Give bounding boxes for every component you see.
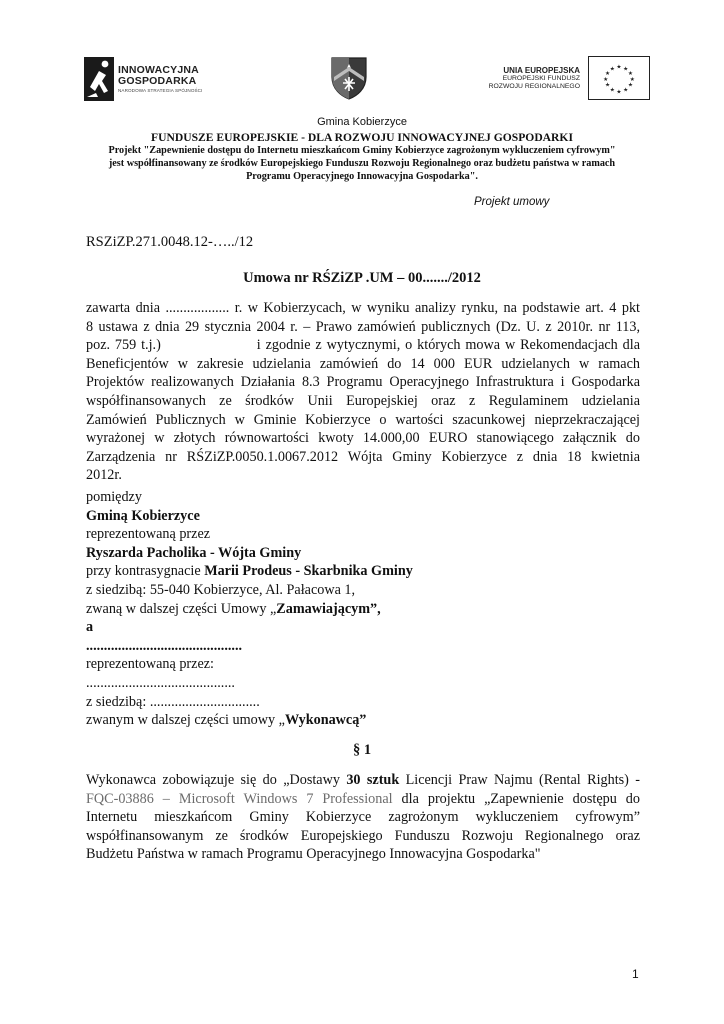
intro-line: zawarta dnia .................. r. w Kobierzycach, w wyniku analizy rynku, na podstawie art. 4 pkt xyxy=(86,300,640,316)
zamawiajacy-role: Zamawiającym”, xyxy=(276,600,381,617)
siedziba2-text: z siedzibą: ............................... xyxy=(86,693,260,710)
kontrasygnata-line xyxy=(86,562,646,581)
gmina-crest-icon xyxy=(329,55,369,101)
intro-line: Zamówień Publicznych w Gminie Kobierzyce o wartości szacunkowej nieprzekraczającej xyxy=(86,411,640,428)
svg-text:★: ★ xyxy=(604,82,611,89)
section-1-heading: § 1 xyxy=(352,742,372,758)
svg-text:★: ★ xyxy=(627,82,634,89)
intro-line: Beneficjentów w zakresie udzielania zamówień do 14 000 EUR udzielanych w ramach xyxy=(86,355,640,372)
svg-text:★: ★ xyxy=(627,71,634,78)
svg-text:★: ★ xyxy=(603,76,609,83)
section-1-text: dla projektu „Zapewnienie dostępu do xyxy=(392,790,640,807)
a-text: a xyxy=(86,619,94,636)
header-line-1: FUNDUSZE EUROPEJSKIE - DLA ROZWOJU INNOWACYJNEJ GOSPODARKI xyxy=(151,131,573,144)
parties-block xyxy=(86,488,646,730)
logo-text-line3: NARODOWA STRATEGIA SPÓJNOŚCI xyxy=(118,87,203,93)
skarbnik-name: Marii Prodeus - Skarbnika Gminy xyxy=(204,563,413,580)
svg-text:★: ★ xyxy=(623,66,629,73)
intro-line: wyrażonej w złotych równowartości kwoty 14.000,00 EURO stanowiącego załącznik do xyxy=(86,430,640,447)
product-code-text: FQC-03886 – Microsoft Windows 7 Professional xyxy=(86,790,393,807)
logo-text-line1: INNOWACYJNA xyxy=(118,63,199,76)
intro-paragraph xyxy=(86,299,640,485)
intro-line: 8 ustawa z dnia 29 stycznia 2004 r. – Prawo zamówień publicznych (Dz. U. z 2010r. nr 113, xyxy=(86,318,640,335)
kontrasygnata-prefix: przy kontrasygnacie xyxy=(86,563,205,580)
wojt-name: Ryszarda Pacholika - Wójta Gminy xyxy=(86,544,302,561)
intro-line: 2012r. xyxy=(86,467,122,484)
header-line-2: Projekt "Zapewnienie dostępu do Internetu mieszkańcom Gminy Kobierzyce zagrożonym wykluczeniem cyfrowym" xyxy=(108,145,616,156)
svg-text:★: ★ xyxy=(609,87,615,94)
header-line-4: Programu Operacyjnego Innowacyjna Gospodarka". xyxy=(246,171,478,182)
svg-text:★: ★ xyxy=(604,71,611,78)
innowacyjna-gospodarka-logo xyxy=(84,56,204,102)
section-1-line: współfinansowanym ze środków Europejskiego Funduszu Rozwoju Regionalnego oraz xyxy=(86,827,640,844)
reprezentowana2-text: reprezentowaną przez: xyxy=(86,656,214,673)
svg-text:★: ★ xyxy=(616,64,622,71)
projekt-umowy-label: Projekt umowy xyxy=(474,196,550,208)
intro-line-part: i zgodnie z wytycznymi, o których mowa w Rekomendacjach dla xyxy=(256,337,640,354)
section-1-text: Licencji Praw Najmu (Rental Rights) - xyxy=(399,772,640,788)
section-1-paragraph xyxy=(86,771,640,864)
ue-text-line3: ROZWOJU REGIONALNEGO xyxy=(488,82,580,90)
intro-line: Projektów realizowanych Działania 8.3 Programu Operacyjnego Infrastruktura i Gospodarka xyxy=(86,374,640,391)
header-gmina: Gmina Kobierzyce xyxy=(317,116,407,128)
zwanym-prefix: zwanym w dalszej części umowy „ xyxy=(86,712,285,729)
unia-europejska-logo xyxy=(478,55,653,101)
ue-text-line2: EUROPEJSKI FUNDUSZ xyxy=(502,74,580,82)
svg-text:★: ★ xyxy=(629,76,635,83)
intro-line: współfinansowanych ze środków Unii Europejskiej oraz z Regulaminem udzielania xyxy=(86,392,640,409)
reprezentowana-text: reprezentowaną przez xyxy=(86,526,211,543)
intro-line-split xyxy=(86,336,640,355)
gmina-name: Gminą Kobierzyce xyxy=(86,507,200,524)
section-1-text: Wykonawca zobowiązuje się do „Dostawy xyxy=(86,772,347,788)
intro-line: Zarządzenia nr RŚZiZP.0050.1.0067.2012 Wójta Gminy Kobierzyce z dnia 18 kwietnia xyxy=(86,448,640,465)
svg-text:★: ★ xyxy=(623,87,629,94)
eu-flag-icon xyxy=(588,56,650,100)
quantity-text: 30 sztuk xyxy=(346,772,400,788)
zwana-line xyxy=(86,600,646,619)
intro-line-part: poz. 759 t.j.) xyxy=(86,337,161,354)
wykonawca-role: Wykonawcą” xyxy=(284,712,367,729)
innowacyjna-gospodarka-icon xyxy=(84,57,114,101)
zwanym-line xyxy=(86,711,646,730)
svg-text:★: ★ xyxy=(609,66,615,73)
section-1-line: Internetu mieszkańcom Gminy Kobierzyce zagrożonym wykluczeniem cyfrowym” xyxy=(86,809,640,826)
logo-text-line2: GOSPODARKA xyxy=(118,75,197,88)
section-1-line: Budżetu Państwa w ramach Programu Operacyjnego Innowacyjna Gospodarka" xyxy=(86,846,541,863)
wykonawca-name-placeholder: ............................................ xyxy=(86,637,243,654)
contract-title: Umowa nr RŚZiZP .UM – 00......./2012 xyxy=(243,270,481,286)
section-1-line xyxy=(86,790,640,809)
reference-number: RSZiZP.271.0048.12-…../12 xyxy=(86,234,254,250)
svg-text:★: ★ xyxy=(616,89,622,96)
ue-text-line1: UNIA EUROPEJSKA xyxy=(503,65,580,75)
section-1-line xyxy=(86,771,640,790)
reprezentant-placeholder: .......................................... xyxy=(86,674,235,691)
zwana-prefix: zwaną w dalszej części Umowy „ xyxy=(86,600,277,617)
siedziba-text: z siedzibą: 55-040 Kobierzyce, Al. Pałacowa 1, xyxy=(86,581,356,598)
pomiedzy-text: pomiędzy xyxy=(86,489,142,505)
header-line-3: jest współfinansowany ze środków Europejskiego Funduszu Rozwoju Regionalnego oraz budżetu państwa w ramach xyxy=(108,158,616,169)
page-number: 1 xyxy=(632,967,639,981)
